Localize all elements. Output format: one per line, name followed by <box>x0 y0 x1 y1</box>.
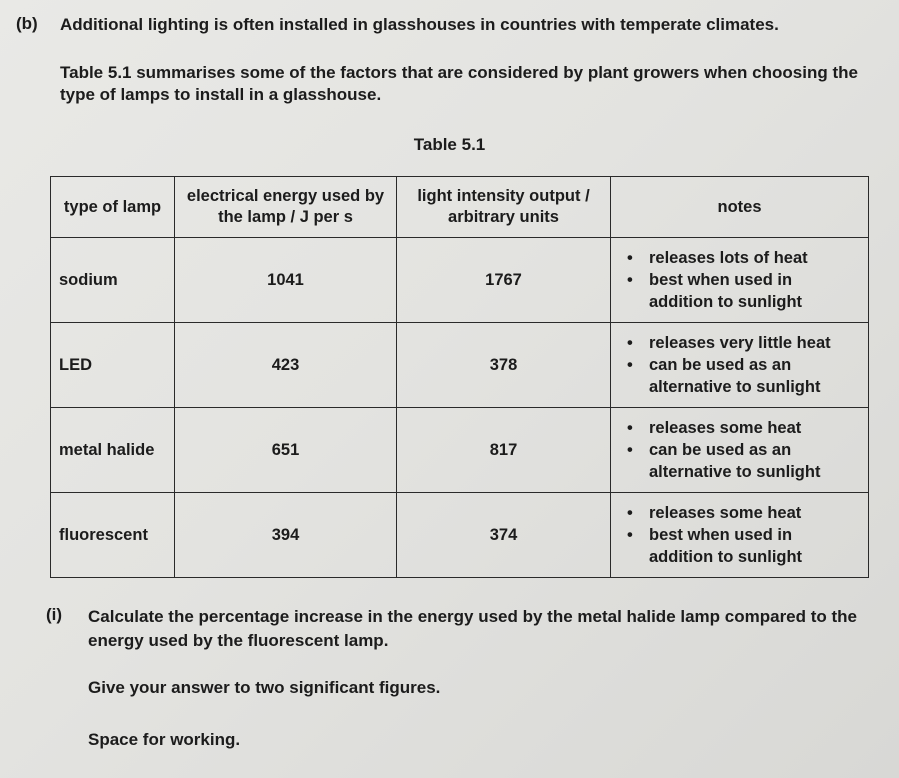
cell-lamp: LED <box>51 323 175 408</box>
lamp-table <box>50 176 869 578</box>
note-item: • best when used in addition to sunlight <box>649 524 860 568</box>
cell-notes <box>611 323 869 408</box>
note-item: • releases lots of heat <box>649 247 860 269</box>
table-description: Table 5.1 summarises some of the factors that are considered by plant growers when choosing the type of lamps to install in a glasshouse. <box>60 63 858 104</box>
cell-energy: 1041 <box>175 238 397 323</box>
working-space-label: Space for working. <box>88 730 241 749</box>
header-notes: notes <box>611 177 869 238</box>
header-light: light intensity output / arbitrary units <box>397 177 611 238</box>
note-item: • best when used in addition to sunlight <box>649 269 860 313</box>
table-title: Table 5.1 <box>413 135 486 154</box>
question-label: (i) <box>46 605 63 624</box>
note-item: • releases some heat <box>649 417 860 439</box>
cell-notes <box>611 493 869 578</box>
cell-notes <box>611 238 869 323</box>
note-item: • releases some heat <box>649 502 860 524</box>
cell-notes <box>611 408 869 493</box>
cell-light: 817 <box>397 408 611 493</box>
table-row <box>51 493 869 578</box>
cell-energy: 423 <box>175 323 397 408</box>
cell-lamp: metal halide <box>51 408 175 493</box>
instruction-emphasis: two <box>255 678 285 697</box>
table-row <box>51 238 869 323</box>
cell-energy: 394 <box>175 493 397 578</box>
cell-light: 374 <box>397 493 611 578</box>
answer-instruction <box>88 678 440 698</box>
cell-energy: 651 <box>175 408 397 493</box>
part-label: (b) <box>16 14 38 33</box>
cell-lamp: fluorescent <box>51 493 175 578</box>
instruction-text-end: significant figures. <box>289 678 441 697</box>
table-header-row <box>51 177 869 238</box>
instruction-text: Give your answer to <box>88 678 251 697</box>
cell-light: 378 <box>397 323 611 408</box>
question-text: Calculate the percentage increase in the energy used by the metal halide lamp compared to the energy used by the fluorescent lamp. <box>88 607 858 650</box>
intro-text: Additional lighting is often installed in glasshouses in countries with temperate climates. <box>60 15 779 34</box>
table-row <box>51 323 869 408</box>
note-item: • can be used as an alternative to sunlight <box>649 439 860 483</box>
cell-light: 1767 <box>397 238 611 323</box>
table-row <box>51 408 869 493</box>
cell-lamp: sodium <box>51 238 175 323</box>
note-item: • releases very little heat <box>649 332 860 354</box>
note-item: • can be used as an alternative to sunlight <box>649 354 860 398</box>
header-energy: electrical energy used by the lamp / J per s <box>175 177 397 238</box>
header-lamp: type of lamp <box>51 177 175 238</box>
